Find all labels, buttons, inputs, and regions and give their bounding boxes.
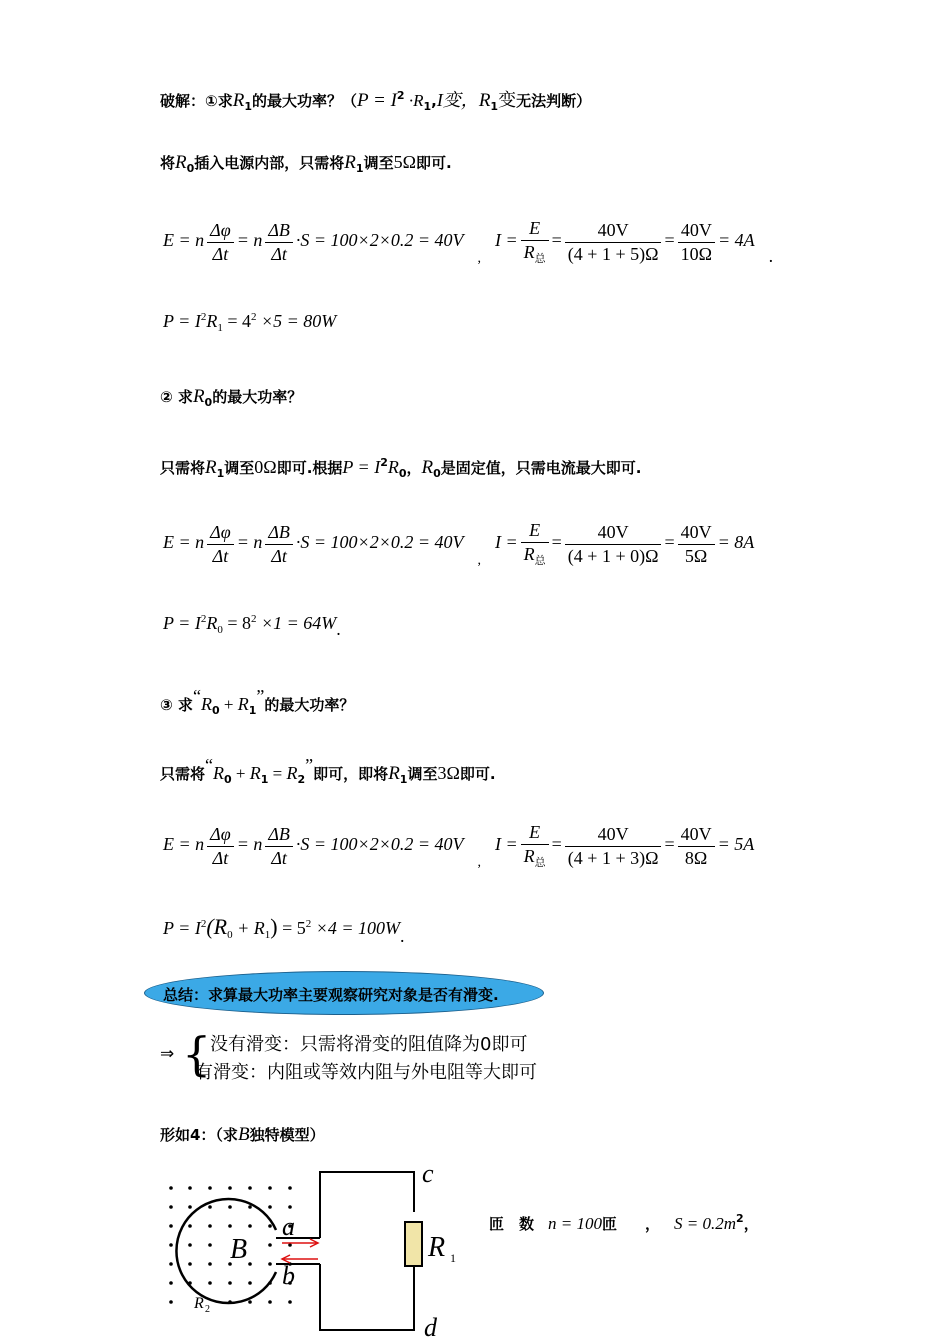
label-b: b	[282, 1261, 295, 1290]
resistance-value: 5Ω	[393, 152, 416, 172]
solution-line-4: 只需将$R_1$调至0Ω即可.根据$P = I^2R_0$，$R_0$是固定值，只需电流最大即可.	[160, 456, 642, 480]
model-4-heading: 形如4：（求B独特模型）	[160, 1124, 325, 1145]
equation-3: E = n $\frac{\Delta\varphi}{\Delta t}$ = n $\frac{\Delta B}{\Delta t}$ $\cdot S = 100\times 2\times 0.2 = 40V_,I$ = $\frac{E}{R_总}$ = $\frac{40V}{(4 + 1 + 3)\Omega}$ = $\frac{40V}{8\Omega}$ = 5A	[163, 822, 755, 871]
solution-line-1: 破解：①求$R_1$的最大功率？（$P = I^2 \cdot R_1,I$变，$R_1$变无法判断）	[160, 89, 592, 113]
solution-line-3: ② 求$R_0$的最大功率？	[160, 386, 303, 409]
r0-symbol: R	[175, 152, 187, 173]
coil-loop	[176, 1199, 276, 1303]
label-a: a	[282, 1212, 295, 1241]
given-values: 匝 数 n = 100匝 ， $S = 0.2m^2$，	[489, 1212, 759, 1233]
solution-line-2: 将$R_0$插入电源内部，只需将$R_1$调至5Ω即可.	[160, 152, 452, 175]
equation-2: E = n $\frac{\Delta\varphi}{\Delta t}$ = n $\frac{\Delta B}{\Delta t}$ $\cdot S = 100\times 2\times 0.2 = 40V_,I$ = $\frac{E}{R_总}$ = $\frac{40V}{(4 + 1 + 0)\Omega}$ = $\frac{40V}{5\Omega}$ = 8A	[163, 520, 755, 569]
power-formula: P = I	[356, 90, 397, 111]
r1-symbol: R	[232, 90, 245, 111]
equation-1: E = n $\frac{\Delta\varphi}{\Delta t}$ = n $\frac{\Delta B}{\Delta t}$ $\cdot S = 100\times 2\times 0.2 = 40V_,I$ = $\frac{E}{R_总}$ = $\frac{40V}{(4 + 1 + 5)\Omega}$ = $\frac{40V}{10\Omega}$ = 4A.	[163, 218, 774, 267]
left-brace-icon: {	[182, 1027, 212, 1081]
circuit-wire	[320, 1172, 414, 1238]
power-result-3: $P = I^2(R_0 + R_1) = 5^2 \times 4 = 100W$.	[163, 914, 405, 946]
label-R2: R	[194, 1295, 204, 1312]
label-B: B	[230, 1234, 248, 1265]
solution-line-5: ③ 求“$R_0 + R_1$”的最大功率？	[160, 686, 355, 717]
svg-text:2: 2	[205, 1304, 210, 1315]
label-c: c	[422, 1160, 434, 1188]
power-result-1: $P = I^2R_1 = 4^2 \times 5 = 80W$	[163, 311, 337, 334]
conclusion-brace-block	[160, 1028, 580, 1088]
label-d: d	[424, 1313, 437, 1342]
label-R1: R	[428, 1232, 446, 1263]
implies-arrow-icon: ⇒	[160, 1044, 175, 1064]
power-result-2: $P = I^2R_0 = 8^2 \times 1 = 64W$.	[163, 613, 341, 639]
solution-line-6: 只需将“$R_0 + R_1 = R_2$”即可，即将$R_1$调至3Ω即可.	[160, 755, 496, 786]
case-rheostat: 有滑变：内阻或等效内阻与外电阻等大即可	[195, 1062, 537, 1083]
summary-text: 总结：求算最大功率主要观察研究对象是否有滑变.	[163, 986, 499, 1004]
resistor-r1	[405, 1222, 422, 1266]
case-no-rheostat: 没有滑变：只需将滑变的阻值降为0即可	[210, 1034, 528, 1055]
current-arrows	[282, 1239, 318, 1263]
circuit-diagram	[160, 1160, 480, 1344]
svg-text:1: 1	[450, 1251, 456, 1265]
solution-prefix: 破解：①求	[160, 92, 233, 110]
